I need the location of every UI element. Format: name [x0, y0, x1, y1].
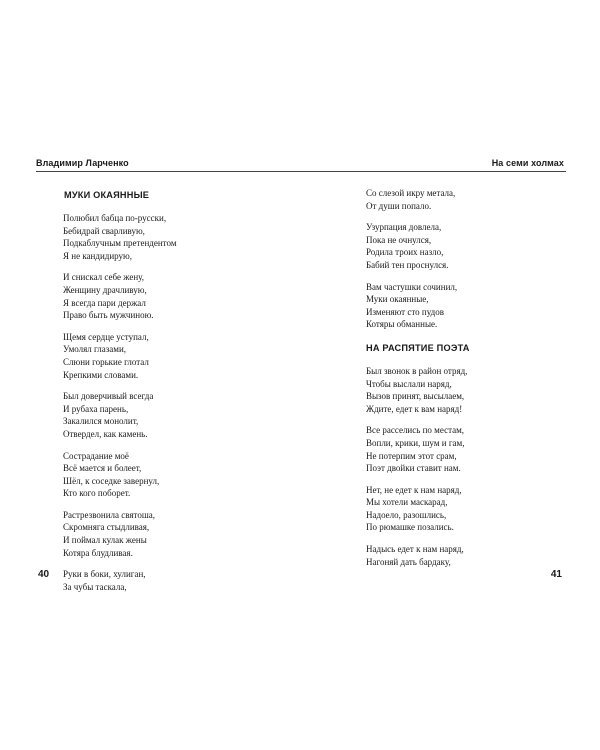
verse-line: Был доверчивый всегда [63, 391, 154, 402]
verse-line: Надысь едет к нам наряд, [366, 544, 464, 555]
header-rule [36, 171, 566, 172]
stanza [63, 509, 293, 559]
verse-line: Крепкими словами. [63, 369, 139, 380]
verse-line: Родила троих назло, [366, 247, 444, 258]
page-number-left: 40 [38, 569, 50, 580]
left-stanzas [63, 212, 293, 593]
stanza [63, 271, 293, 321]
stanza [366, 484, 586, 534]
verse-line: Растрезвонила святоша, [63, 509, 156, 520]
poem-title-right: НА РАСПЯТИЕ ПОЭТА [366, 342, 470, 353]
verse-line: Нагоняй дать бардаку, [366, 556, 451, 567]
verse-line: Шёл, к соседке завернул, [63, 475, 160, 486]
verse-line: Чтобы выслали наряд, [366, 378, 452, 389]
right-continued-stanzas [366, 187, 586, 331]
verse-line: Кто кого поборет. [63, 488, 131, 499]
verse-line: Вызов принят, высылаем, [366, 391, 465, 402]
verse-line: Надоело, разошлись, [366, 509, 447, 520]
poem-title-left: МУКИ ОКАЯННЫЕ [64, 190, 150, 200]
verse-line: Отвердел, как камень. [63, 428, 148, 439]
verse-line: Щемя сердце уступал, [63, 331, 149, 342]
stanza [366, 281, 586, 331]
verse-line: Я всегда пари держал [63, 297, 146, 308]
verse-line: Я не кандидирую, [63, 250, 133, 261]
verse-line: Со слезой икру метала, [366, 188, 456, 198]
stanza [366, 221, 586, 271]
stanza [63, 450, 293, 500]
verse-line: От души попало. [366, 200, 432, 211]
verse-line: Полюбил бабца по-русски, [63, 213, 167, 223]
verse-line: Подкаблучным претендентом [63, 238, 177, 249]
verse-line: По рюмашке позались. [366, 522, 454, 533]
verse-line: Не потерпим этот срам, [366, 450, 457, 461]
verse-line: Бебидрай сварливую, [63, 225, 145, 236]
verse-line: Муки окаянные, [366, 294, 429, 305]
verse-line: Котяры обманные. [366, 319, 438, 330]
verse-line: Право быть мужчиною. [63, 310, 154, 321]
verse-line: Слюни горькие глотал [63, 356, 149, 367]
stanza [63, 331, 293, 381]
verse-line: Вам частушки сочинил, [366, 281, 458, 292]
verse-line: Котяра блудливая. [63, 547, 133, 558]
page-number-right: 41 [550, 569, 562, 580]
right-stanzas [366, 365, 586, 568]
verse-line: Поэт двойки ставит нам. [366, 463, 461, 474]
stanza [366, 543, 586, 568]
verse-line: Изменяют сто пудов [366, 306, 444, 317]
verse-line: И снискал себе жену, [63, 272, 144, 283]
left-page-column [63, 187, 293, 602]
verse-line: Вопли, крики, шум и гам, [366, 437, 465, 448]
stanza [366, 365, 586, 415]
verse-line: Руки в боки, хулиган, [63, 569, 146, 580]
stanza [63, 212, 293, 262]
right-page-column [366, 187, 586, 577]
verse-line: Закалился монолит, [63, 416, 139, 427]
verse-line: Бабий тен проснулся. [366, 259, 449, 270]
verse-line: Все расселись по местам, [366, 425, 465, 436]
verse-line: И рубаха парень, [63, 403, 129, 414]
stanza [366, 187, 586, 212]
verse-line: Всё мается и болеет, [63, 463, 142, 474]
stanza [63, 568, 293, 593]
verse-line: Сострадание моё [63, 450, 129, 461]
stanza [63, 390, 293, 440]
running-head-author: Владимир Ларченко [36, 158, 129, 168]
verse-line: Мы хотели маскарад, [366, 497, 448, 508]
verse-line: Женщину драчливую, [63, 284, 147, 295]
verse-line: И поймал кулак жены [63, 535, 147, 546]
verse-line: Нет, не едет к нам наряд, [366, 484, 462, 495]
verse-line: Умолял глазами, [63, 344, 127, 355]
verse-line: Был звонок в район отряд, [366, 365, 468, 376]
verse-line: Скромняга стыдливая, [63, 522, 150, 533]
running-head-book-title: На семи холмах [491, 158, 564, 168]
verse-line: Пока не очнулся, [366, 234, 432, 245]
verse-line: Ждите, едет к вам наряд! [366, 403, 463, 414]
verse-line: За чубы таскала, [63, 581, 127, 592]
stanza [366, 424, 586, 474]
verse-line: Узурпация довлела, [366, 222, 442, 233]
